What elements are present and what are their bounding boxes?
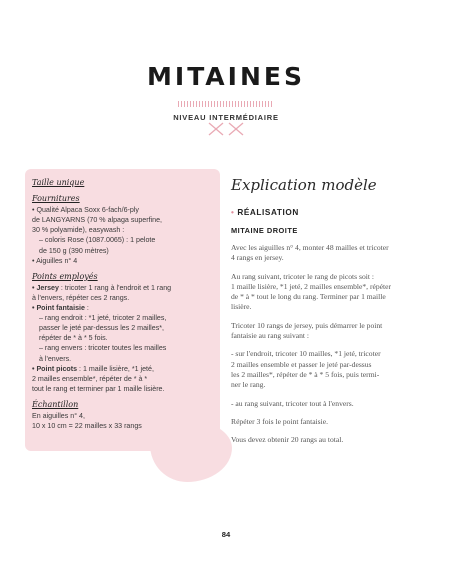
instructions-heading: Explication modèle (231, 176, 377, 194)
subsection-heading: MITAINE DROITE (231, 226, 298, 235)
supplies-line: de LANGYARNS (70 % alpaga superfine, (32, 216, 162, 225)
instruction-paragraph (231, 321, 421, 342)
double-cross-icon (207, 122, 245, 136)
instruction-paragraph (231, 435, 421, 445)
gauge-heading: Échantillon (32, 399, 79, 409)
supplies-line: • Aiguilles n° 4 (32, 256, 78, 265)
gauge-line: 10 x 10 cm = 22 mailles x 33 rangs (32, 422, 142, 431)
picots-detail: tout le rang et terminer par 1 maille lisière. (32, 384, 165, 393)
paragraph-line: ner le rang. (231, 380, 266, 390)
paragraph-line: 2 mailles ensemble et passer le jeté par-dessus (231, 359, 372, 369)
instruction-paragraph (231, 349, 421, 390)
picots-label: • Point picots (32, 364, 78, 373)
paragraph-line: 4 rangs en jersey. (231, 253, 284, 263)
jersey-line (32, 283, 215, 293)
section-bullet-icon: • (231, 208, 238, 217)
instruction-paragraph (231, 272, 421, 313)
supplies-line: • Qualité Alpaca Soxx 6-fach/6-ply (32, 206, 139, 215)
paragraph-line: Vous devez obtenir 20 rangs au total. (231, 435, 344, 445)
fantaisie-detail: – rang envers : tricoter toutes les mailles (39, 344, 167, 353)
page-title: MITAINES (147, 62, 305, 91)
paragraph-line: les 2 mailles*, répéter de * à * 5 fois, puis termi- (231, 369, 380, 379)
paragraph-line: - au rang suivant, tricoter tout à l'envers. (231, 398, 354, 408)
supplies-line: 30 % polyamide), easywash : (32, 226, 125, 235)
fantaisie-detail: passer le jeté par-dessus les 2 mailles*, (39, 324, 164, 333)
instructions-column (231, 176, 421, 445)
stitches-heading: Points employés (32, 271, 98, 281)
page-number: 84 (221, 530, 231, 539)
fantaisie-colon: : (84, 304, 89, 313)
section-heading (231, 208, 421, 217)
jersey-line-2: à l'envers, répéter ces 2 rangs. (32, 293, 130, 302)
jersey-text: : tricoter 1 rang à l'endroit et 1 rang (58, 283, 172, 292)
fantaisie-detail: – rang endroit : *1 jeté, tricoter 2 mailles, (39, 314, 167, 323)
instruction-paragraph (231, 417, 421, 427)
paragraph-line: Avec les aiguilles n° 4, monter 48 mailles et tricoter (231, 243, 389, 252)
instruction-paragraph (231, 243, 421, 264)
fantaisie-detail: répéter de * à * 5 fois. (39, 334, 108, 343)
picots-line (32, 364, 215, 374)
decorative-hatch-divider (178, 101, 274, 107)
instruction-paragraphs (231, 243, 421, 445)
materials-panel (32, 178, 215, 431)
section-label: RÉALISATION (237, 208, 299, 217)
instruction-paragraph (231, 399, 421, 409)
difficulty-level: NIVEAU INTERMÉDIAIRE (173, 113, 279, 122)
picots-detail: 2 mailles ensemble*, répéter de * à * (32, 374, 148, 383)
paragraph-line: fantaisie au rang suivant : (231, 331, 310, 341)
fantaisie-label: • Point fantaisie (32, 304, 85, 313)
paragraph-line: Au rang suivant, tricoter le rang de picots soit : (231, 271, 374, 281)
supplies-line: de 150 g (390 mètres) (39, 246, 109, 255)
paragraph-line: de * à * tout le long du rang. Terminer par 1 maille (231, 292, 386, 302)
fantaisie-detail: à l'envers. (39, 354, 72, 363)
paragraph-line: - sur l'endroit, tricoter 10 mailles, *1 jeté, tricoter (231, 349, 381, 359)
paragraph-line: Tricoter 10 rangs de jersey, puis démarrer le point (231, 320, 383, 330)
jersey-label: • Jersey (32, 283, 59, 292)
picots-text: : 1 maille lisière, *1 jeté, (77, 364, 154, 373)
paragraph-line: Répéter 3 fois le point fantaisie. (231, 416, 329, 426)
paragraph-line: 1 maille lisière, *1 jeté, 2 mailles ensemble*, répéter (231, 281, 392, 291)
fantaisie-line (32, 303, 215, 313)
gauge-line: En aiguilles n° 4, (32, 411, 85, 420)
supplies-line: – coloris Rose (1087.0065) : 1 pelote (39, 236, 156, 245)
supplies-heading: Fournitures (32, 194, 80, 204)
size-heading: Taille unique (32, 178, 85, 187)
paragraph-line: lisière. (231, 302, 252, 312)
